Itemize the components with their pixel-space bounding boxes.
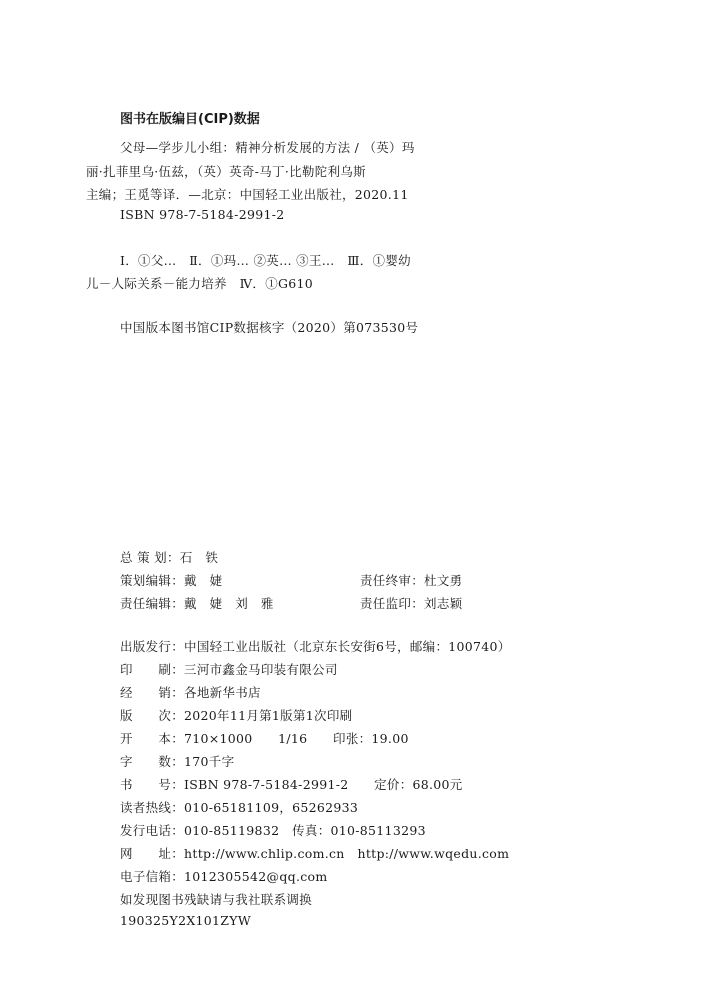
pub-notice: 如发现图书残缺请与我社联系调换 — [120, 892, 313, 907]
pub-format — [120, 729, 409, 747]
pub-code: 190325Y2X101ZYW — [120, 913, 251, 928]
pub-printer-label: 印 刷： — [120, 662, 185, 677]
credit-planner-label: 总 策 划： — [120, 550, 180, 565]
cip-heading: 图书在版编目(CIP)数据 — [120, 112, 260, 127]
credit-planning-editor-value: 戴 婕 — [184, 573, 223, 588]
pub-publisher-label: 出版发行： — [120, 639, 185, 654]
pub-printer — [120, 660, 338, 678]
pub-distributor-label: 经 销： — [120, 685, 185, 700]
credit-responsible-printing-value: 刘志颖 — [424, 596, 463, 611]
pub-edition-label: 版 次： — [120, 708, 185, 723]
credit-responsible-printing — [360, 594, 462, 612]
cip-isbn: ISBN 978-7-5184-2991-2 — [120, 207, 285, 222]
credit-responsible-editor-value: 戴 婕 刘 雅 — [184, 596, 274, 611]
pub-website — [120, 844, 509, 862]
pub-sales-phone-value: 010-85119832 传真：010-85113293 — [184, 823, 426, 838]
credit-responsible-printing-label: 责任监印： — [360, 596, 425, 611]
pub-words-label: 字 数： — [120, 754, 185, 769]
pub-website-label: 网 址： — [120, 846, 185, 861]
cip-record: 中国版本图书馆CIP数据核字（2020）第073530号 — [120, 320, 419, 335]
cip-line-2: 丽·扎菲里乌·伍兹，（英）英奇-马丁·比勒陀利乌斯 — [86, 164, 366, 179]
credit-planning-editor-label: 策划编辑： — [120, 573, 185, 588]
cip-line-3: 主编；王觅等译．—北京：中国轻工业出版社，2020.11 — [86, 187, 409, 202]
pub-sales-phone — [120, 821, 426, 839]
pub-hotline-label: 读者热线： — [120, 800, 185, 815]
pub-email — [120, 867, 328, 885]
pub-isbn-label: 书 号： — [120, 777, 185, 792]
credit-final-reviewer-value: 杜文勇 — [424, 573, 463, 588]
pub-sales-phone-label: 发行电话： — [120, 823, 185, 838]
pub-edition — [120, 706, 352, 724]
pub-format-label: 开 本： — [120, 731, 185, 746]
credit-final-reviewer — [360, 571, 462, 589]
credit-planner — [120, 548, 218, 566]
pub-hotline — [120, 798, 358, 816]
credit-responsible-editor-label: 责任编辑： — [120, 596, 185, 611]
pub-words — [120, 752, 234, 770]
pub-hotline-value: 010-65181109，65262933 — [184, 800, 359, 815]
cip-line-1: 父母—学步儿小组：精神分析发展的方法 / （英）玛 — [120, 140, 415, 155]
pub-printer-value: 三河市鑫金马印装有限公司 — [184, 662, 338, 677]
pub-isbn — [120, 775, 463, 793]
pub-distributor-value: 各地新华书店 — [184, 685, 261, 700]
credit-responsible-editor — [120, 594, 274, 612]
pub-email-label: 电子信箱： — [120, 869, 185, 884]
pub-publisher-value: 中国轻工业出版社（北京东长安街6号，邮编：100740） — [184, 639, 511, 654]
credit-final-reviewer-label: 责任终审： — [360, 573, 425, 588]
credit-planner-value: 石 铁 — [179, 550, 219, 565]
pub-email-value: 1012305542@qq.com — [184, 869, 328, 884]
cip-classification-2: 儿－人际关系－能力培养 Ⅳ．①G610 — [86, 276, 314, 291]
pub-words-value: 170千字 — [184, 754, 235, 769]
pub-publisher — [120, 637, 511, 655]
pub-format-value: 710×1000 1/16 印张：19.00 — [184, 731, 409, 746]
pub-edition-value: 2020年11月第1版第1次印刷 — [184, 708, 353, 723]
credit-planning-editor — [120, 571, 222, 589]
pub-website-value: http://www.chlip.com.cn http://www.wqedu.com — [184, 846, 510, 861]
cip-classification-1: Ⅰ．①父… Ⅱ．①玛… ②英… ③王… Ⅲ．①婴幼 — [120, 253, 411, 268]
pub-distributor — [120, 683, 261, 701]
pub-isbn-value: ISBN 978-7-5184-2991-2 定价：68.00元 — [184, 777, 463, 792]
